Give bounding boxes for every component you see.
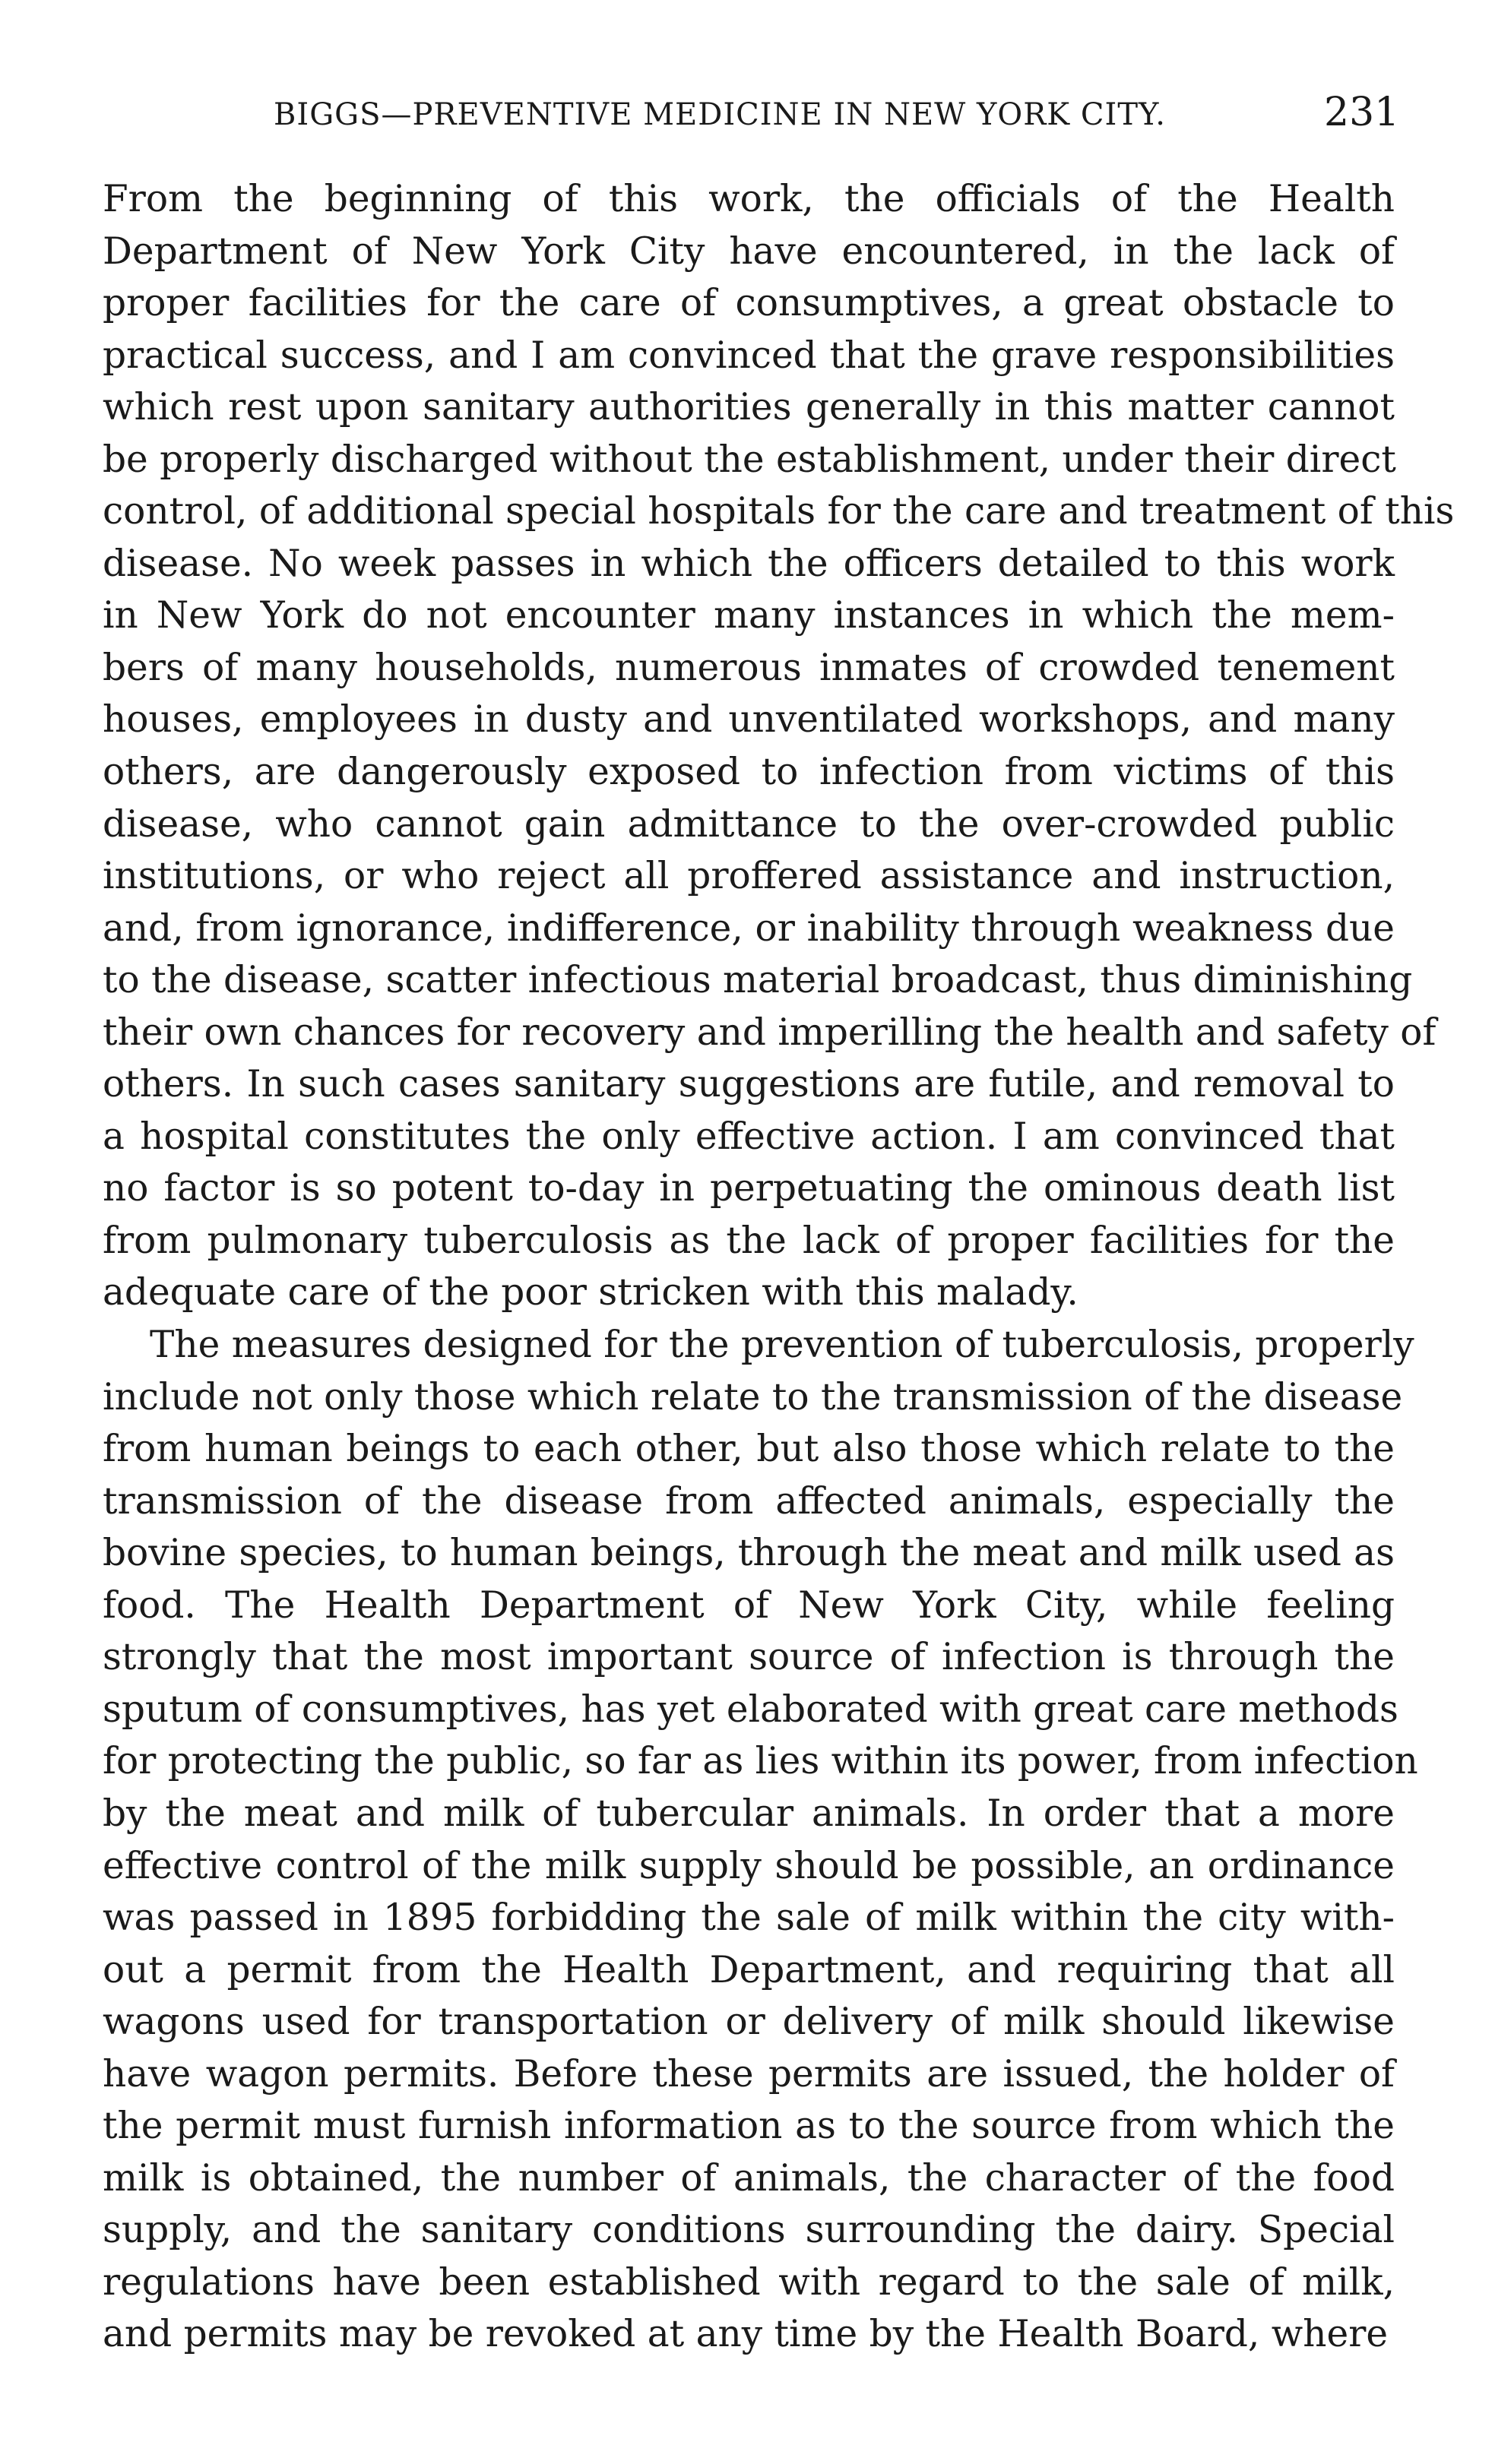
text-line: and, from ignorance, indifference, or inability through weakness due bbox=[103, 906, 1395, 950]
text-line: strongly that the most important source of infection is through the bbox=[103, 1636, 1395, 1679]
text-line: From the beginning of this work, the officials of the Health bbox=[103, 178, 1395, 220]
text-line: effective control of the milk supply should be possible, an ordinance bbox=[103, 1844, 1395, 1887]
text-line: practical success, and I am convinced that the grave responsibilities bbox=[103, 334, 1395, 377]
paragraph bbox=[103, 1319, 1418, 2361]
text-line: institutions, or who reject all proffered assistance and instruction, bbox=[103, 855, 1395, 898]
text-line: Department of New York City have encountered, in the lack of bbox=[103, 229, 1395, 273]
text-line: bovine species, to human beings, through the meat and milk used as bbox=[103, 1532, 1395, 1575]
text-line: disease, who cannot gain admittance to the over-crowded public bbox=[103, 802, 1395, 846]
text-line: regulations have been established with regard to the sale of milk, bbox=[103, 2260, 1395, 2304]
text-line: by the meat and milk of tubercular animals. In order that a more bbox=[103, 1792, 1395, 1835]
text-line: and permits may be revoked at any time by the Health Board, where bbox=[103, 2313, 1389, 2356]
text-line: sputum of consumptives, has yet elaborated with great care methods bbox=[103, 1687, 1398, 1731]
text-line: wagons used for transportation or delivery of milk should likewise bbox=[103, 2001, 1395, 2044]
text-line: adequate care of the poor stricken with this malady. bbox=[103, 1271, 1078, 1314]
running-title: BIGGS—PREVENTIVE MEDICINE IN NEW YORK CITY. bbox=[274, 97, 1166, 132]
text-line: the permit must furnish information as to the source from which the bbox=[103, 2105, 1395, 2148]
text-line: their own chances for recovery and imperilling the health and safety of bbox=[103, 1011, 1436, 1054]
text-line: have wagon permits. Before these permits are issued, the holder of bbox=[103, 2052, 1395, 2096]
text-line: to the disease, scatter infectious material broadcast, thus diminishing bbox=[103, 959, 1413, 1002]
text-line: bers of many households, numerous inmates of crowded tenement bbox=[103, 646, 1395, 689]
text-line: The measures designed for the prevention of tuberculosis, properly bbox=[150, 1324, 1414, 1367]
text-line: which rest upon sanitary authorities generally in this matter cannot bbox=[103, 386, 1395, 429]
text-line: milk is obtained, the number of animals, the character of the food bbox=[103, 2156, 1395, 2200]
text-line: disease. No week passes in which the officers detailed to this work bbox=[103, 542, 1395, 585]
text-line: others. In such cases sanitary suggestions are futile, and removal to bbox=[103, 1063, 1395, 1106]
text-line: no factor is so potent to-day in perpetuating the ominous death list bbox=[103, 1167, 1395, 1210]
text-line: from pulmonary tuberculosis as the lack of proper facilities for the bbox=[103, 1219, 1395, 1262]
text-line: be properly discharged without the establishment, under their direct bbox=[103, 438, 1396, 481]
text-line: houses, employees in dusty and unventilated workshops, and many bbox=[103, 698, 1395, 742]
body-text bbox=[103, 173, 1455, 2361]
text-line: for protecting the public, so far as lies within its power, from infection bbox=[103, 1740, 1418, 1783]
text-line: food. The Health Department of New York City, while feeling bbox=[103, 1583, 1395, 1627]
text-line: supply, and the sanitary conditions surrounding the dairy. Special bbox=[103, 2209, 1395, 2252]
text-line: proper facilities for the care of consumptives, a great obstacle to bbox=[103, 282, 1395, 325]
page-number: 231 bbox=[1324, 90, 1400, 135]
paragraph bbox=[103, 173, 1455, 1319]
text-line: out a permit from the Health Department, and requiring that all bbox=[103, 1948, 1395, 1991]
text-line: from human beings to each other, but also those which relate to the bbox=[103, 1428, 1395, 1471]
text-line: a hospital constitutes the only effective action. I am convinced that bbox=[103, 1115, 1395, 1158]
text-line: in New York do not encounter many instances in which the mem- bbox=[103, 594, 1395, 637]
text-line: include not only those which relate to the transmission of the disease bbox=[103, 1375, 1403, 1419]
text-line: was passed in 1895 forbidding the sale of milk within the city with- bbox=[103, 1896, 1395, 1940]
text-line: others, are dangerously exposed to infection from victims of this bbox=[103, 751, 1395, 794]
text-line: transmission of the disease from affected animals, especially the bbox=[103, 1479, 1395, 1523]
text-line: control, of additional special hospitals for the care and treatment of this bbox=[103, 490, 1455, 533]
